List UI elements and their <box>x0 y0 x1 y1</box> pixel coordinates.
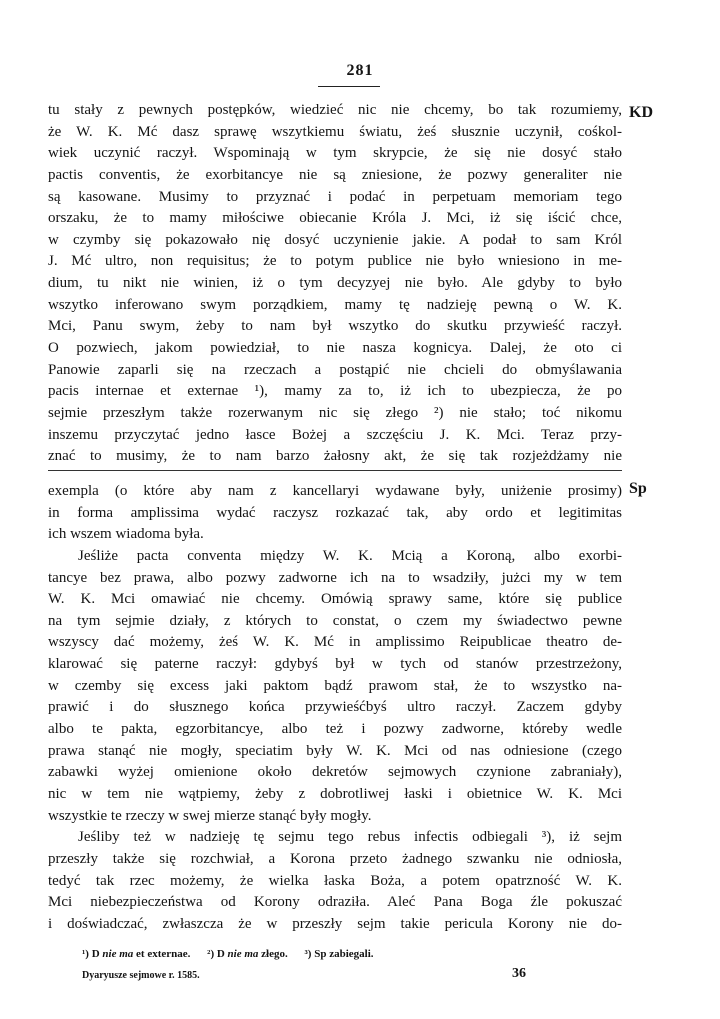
text-line: O pozwiech, jakom powiedział, to nie nasza kognicya. Dalej, że oto ci <box>48 340 622 357</box>
margin-note-sp: Sp <box>629 480 647 497</box>
footnote-3: ³) Sp zabiegali. <box>304 948 374 960</box>
text-line: wiek uczynić raczył. Wspominają w tym skrypcie, że się nie dosyć stało <box>48 145 622 162</box>
signature-mark: 36 <box>512 966 526 981</box>
text-line: zabawki wyżej omienione około dekretów sejmowych czynione zabraniały), <box>48 764 622 781</box>
text-line: w czemby się excess jaki paktom bądź prawom stał, że to wszystko na- <box>48 677 622 694</box>
text-line: Mci niebezpieczeństwa od Korony odraziła. Aleć Pana Boga źle pokuszać <box>48 894 622 911</box>
footnote-1: ¹) D nie ma et externae. <box>82 948 191 960</box>
text-line: Jeśliże pacta conventa między W. K. Mcią a Koroną, albo exorbi- <box>78 547 622 564</box>
text-line: J. Mć ultro, non requisitus; że to potym publice nie było wniesiono in me- <box>48 253 622 270</box>
text-line: prawić i do słusznego końca przywieśćbyś ultro raczył. Zaczem gdyby <box>48 699 622 716</box>
text-line: orszaku, że to mamy miłościwe obiecanie Króla J. Mci, iż się iścić chce, <box>48 210 622 227</box>
text-line: przeszły także się rozchwiał, a Korona przeto żadnego szwanku nie odniosła, <box>48 850 622 867</box>
text-line: nic w tem nie wątpiemy, żeby z dobrotliwej łaski i obietnice W. K. Mci <box>48 785 622 802</box>
text-line: in forma amplissima wydać raczysz rozkazać tak, aby ordo et legitimitas <box>48 504 622 521</box>
text-line: inszemu przyczytać jedno łasce Bożej a szczęściu J. K. Mci. Teraz przy- <box>48 426 622 443</box>
text-line: exempla (o które aby nam z kancellaryi wydawane były, uniżenie prosimy) <box>48 483 622 499</box>
text-line: Mci, Panu swym, żeby to nam był wszytko do skutku przywieść raczył. <box>48 318 622 335</box>
text-line: znać to musimy, że to nam barzo żałosny akt, że się tak rozjeżdżamy nie <box>48 448 622 465</box>
text-line: że W. K. Mć dasz sprawę wszytkiemu światu, żeś słusznie uczynił, cośkol- <box>48 123 622 140</box>
text-line: wszystkie te rzeczy w swej mierze stanąć były mogły. <box>48 807 372 824</box>
text-line: klarować się paterne raczył: gdybyś był w tych od stanów przestrzeżony, <box>48 656 622 673</box>
source-line: Dyaryusze sejmowe r. 1585. <box>82 970 200 981</box>
text-line: W. K. Mci omawiać nie chcemy. Omówią sprawy same, które się publice <box>48 591 622 608</box>
text-line: tu stały z pewnych postępków, wiedzieć nic nie chcemy, bo tak rozumiemy, <box>48 102 622 118</box>
text-line: wszytko inferowano swym porządkiem, mamy tę nadzieję pewną o W. K. <box>48 296 622 313</box>
page-number-rule <box>318 86 380 87</box>
text-line: ich wszem wiadoma była. <box>48 526 204 543</box>
text-line: Panowie zaparli się na rzeczach a postąpić nie chcieli do obmyślawania <box>48 361 622 378</box>
text-line: Jeśliby też w nadzieję tę sejmu tego rebus infectis odbiegali ³), iż sejm <box>78 829 622 846</box>
section-divider <box>48 470 622 471</box>
text-line: dium, tu nikt nie winien, iż o tym decyzyej nie było. Ale gdyby to było <box>48 275 622 292</box>
text-line: w czymby się pokazowało nię dosyć uczynienie jakie. A podał to sam Król <box>48 231 622 248</box>
text-line: sejmie przeszłym także rozerwanym nic się złego ²) nie stało; toć nikomu <box>48 404 622 421</box>
text-line: wszyscy dać możemy, żeś W. K. Mć in amplissimo Reipublicae theatro de- <box>48 634 622 651</box>
margin-note-kd: KD <box>629 104 653 121</box>
text-line: pacis internae et externae ¹), mamy za to, iż ich to ubezpiecza, że po <box>48 383 622 400</box>
text-block-upper <box>48 100 622 468</box>
text-line: albo te pakta, egzorbitancye, albo też i pozwy zadworne, któreby wedle <box>48 721 622 738</box>
text-line: i doświadczać, zwłaszcza że w przeszły sejm takie pericula Korony nie do- <box>48 915 622 932</box>
footnote-2: ²) D nie ma złego. <box>207 948 288 960</box>
text-line: tedyć tak rzec możemy, że wielka łaska Boża, a potem opatrzność W. K. <box>48 872 622 889</box>
footnotes <box>82 948 388 960</box>
text-line: prawa stanąć nie mogły, speciatim były W. K. Mci od nas odniesione (czego <box>48 742 622 759</box>
text-line: tancye bez prawa, albo pozwy zadworne ich na to wsadziły, jużci my w tem <box>48 569 622 586</box>
text-line: na tym sejmie działy, z których to constat, o czem my świadectwo pewne <box>48 612 622 629</box>
text-block-lower <box>48 481 622 935</box>
page-number: 281 <box>346 62 374 79</box>
text-line: są kasowane. Musimy to przyznać i podać in perpetuam memoriam tego <box>48 188 622 205</box>
text-line: pactis conventis, że exorbitancye nie są zniesione, że pozwy generaliter nie <box>48 166 622 183</box>
